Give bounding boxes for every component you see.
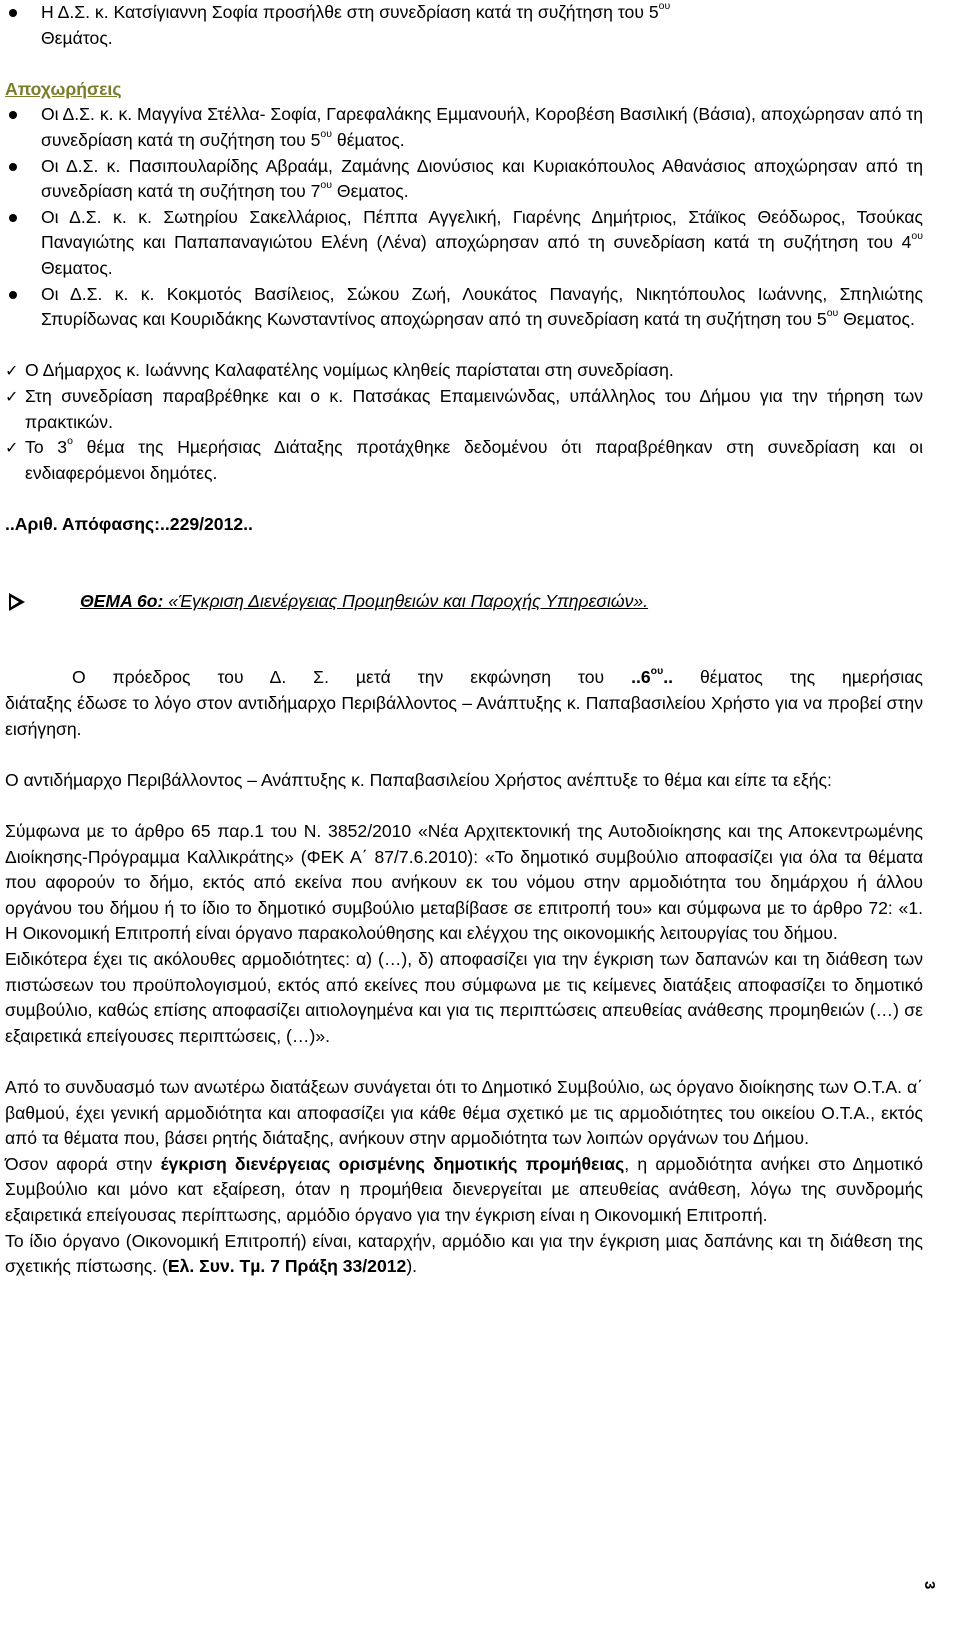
absence-text-end: Θεµατος. (332, 181, 409, 202)
intro-theme-number: ..6 (631, 667, 651, 688)
court-reference: Ελ. Συν. Τµ. 7 Πράξη 33/2012 (167, 1256, 407, 1277)
absence-item (5, 102, 923, 153)
attendance-checklist (5, 358, 923, 486)
combined-paragraph: Από το συνδυασµό των ανωτέρω διατάξεων συνάγεται ότι το Δηµοτικό Συµβούλιο, ως όργανο διοίκησης των Ο.Τ.Α. α΄ βαθµού, έχει γενική αρµοδιότητα και αποφασίζει για κάθε θέµα σχετικό µε τις αρµοδιότητες του οικείου Ο.Τ.Α., εκτός από τα θέµατα που, βάσει ρητής διάταξης, ανήκουν στην αρµοδιότητα των λοιπών οργάνων του Δήµου. (5, 1076, 923, 1149)
check-item (5, 358, 923, 384)
checkmark-icon: ✓ (5, 361, 19, 381)
theme-label: ΘΕΜΑ 6ο: (80, 590, 164, 611)
approval-text-bold: έγκριση διενέργειας ορισµένης δηµοτικής προµήθειας (160, 1153, 625, 1174)
absences-list (5, 102, 923, 332)
ordinal-sup: ου (320, 179, 333, 192)
bullet-icon (9, 291, 17, 299)
arrival-list (5, 0, 923, 51)
page-number: 3 (921, 1581, 938, 1590)
arrival-text: Η Δ.Σ. κ. Κατσίγιαννη Σοφία προσήλθε στη συνεδρίαση κατά τη συζήτηση του 5 (41, 2, 659, 22)
check-item (5, 435, 923, 486)
same-body-paragraph (5, 1229, 923, 1280)
ordinal-sup: ου (911, 230, 923, 243)
specific-paragraph: Ειδικότερα έχει τις ακόλουθες αρµοδιότητες: α) (…), δ) αποφασίζει για την έγκριση των δαπανών και τη διάθεση των πιστώσεων του προϋπολογισµού, εκτός από εκείνες που σύµφωνα µε τις κείµενες διατάξεις αποφασίζει το δηµοτικό συµβούλιο, καθώς επίσης αποφασίζει αιτιολογηµένα και για τις περιπτώσεις απευθείας ανάθεσης προµηθειών (…) σε εξαιρετικά επείγουσες περιπτώσεις, (…)». (5, 948, 923, 1046)
arrow-bullet-icon (9, 593, 25, 611)
ordinal-sup: ο (67, 435, 73, 448)
arrival-text-cont: Θεµάτος. (41, 27, 113, 48)
check-text: Στη συνεδρίαση παραβρέθηκε και ο κ. Πατσάκας Επαµεινώνδας, υπάλληλος του Δήµου για την τήρηση των πρακτικών. (25, 385, 923, 432)
check-item (5, 384, 923, 435)
arrival-item (5, 0, 923, 51)
absence-text-end: θέµατος. (332, 129, 405, 150)
bullet-icon (9, 111, 17, 119)
bullet-icon (9, 163, 17, 171)
law-paragraph: Σύµφωνα µε το άρθρο 65 παρ.1 του Ν. 3852/2010 «Νέα Αρχιτεκτονική της Αυτοδιοίκησης και της Αποκεντρωµένης Διοίκησης-Πρόγραµµα Καλλικράτης» (ΦΕΚ Α΄ 87/7.6.2010): «Το δηµοτικό συµβούλιο αποφασίζει για όλα τα θέµατα που αφορούν το δήµο, εκτός από εκείνα που ανήκουν εκ του νόµου στην αρµοδιότητα του δηµάρχου ή άλλου οργάνου του δήµου ή το ίδιο το δηµοτικό συµβούλιο µεταβίβασε σε επιτροπή του» και σύµφωνα µε το άρθρο 72: «1. Η Οικονοµική Επιτροπή είναι όργανο παρακολούθησης και ελέγχου της οικονοµικής λειτουργίας του δήµου. (5, 821, 923, 944)
bullet-icon (9, 9, 17, 17)
absence-item (5, 205, 923, 282)
intro-paragraph (5, 665, 923, 691)
approval-text-b: , η αρµοδιότητα ανήκει στο Δηµοτικό Συµβούλιο και µόνο κατ εξαίρεση, όταν η προµήθεια διενεργείται µε απευθείας ανάθεση, λόγω της συνδροµής εξαιρετικά επείγουσας περίπτωσης, αρµόδιο όργανο για την έγκριση είναι η Οικονοµική Επιτροπή. (5, 1153, 923, 1225)
deputy-paragraph: Ο αντιδήµαρχο Περιβάλλοντος – Ανάπτυξης κ. Παπαβασιλείου Χρήστος ανέπτυξε το θέµα και είπε τα εξής: (5, 769, 832, 790)
intro-text-b: θέµατος της ηµερήσιας (672, 667, 923, 688)
approval-text-a: Όσον αφορά στην (5, 1153, 161, 1174)
checkmark-icon: ✓ (5, 386, 19, 406)
absence-text-end: Θεµατος. (838, 309, 915, 330)
check-text-end: θέµα της Ηµερήσιας Διάταξης προτάχθηκε δεδοµένου ότι παραβρέθηκαν στη συνεδρίαση και οι ενδιαφερόµενοι δηµότες. (25, 437, 923, 483)
bullet-icon (9, 214, 17, 222)
ordinal-sup: ου (826, 307, 839, 320)
absence-text: Οι Δ.Σ. κ. κ. Σωτηρίου Σακελλάριος, Πέππα Αγγελική, Γιαρένης Δηµήτριος, Στάϊκος Θεόδωρος, Τσούκας Παναγιώτης και Παπαπαναγιώτου Ελένη (Λένα) αποχώρησαν από τη συνεδρίαση κατά τη συζήτηση του 4 (41, 206, 923, 253)
absence-text: Οι Δ.Σ. κ. κ. Μαγγίνα Στέλλα- Σοφία, Γαρεφαλάκης Εµµανουήλ, Κοροβέση Βασιλική (Βάσια), αποχώρησαν από τη συνεδρίαση κατά τη συζήτηση του 5 (41, 104, 923, 150)
same-body-text-b: ). (406, 1256, 418, 1277)
intro-text-a: Ο πρόεδρος του Δ. Σ. µετά την εκφώνηση του (72, 667, 632, 688)
ordinal-sup: ου (650, 665, 664, 678)
intro-paragraph-cont: διάταξης έδωσε το λόγο στον αντιδήµαρχο Περιβάλλοντος – Ανάπτυξης κ. Παπαβασιλείου Χρήστο για να προβεί στην εισήγηση. (5, 693, 923, 739)
absence-item (5, 282, 923, 333)
absence-text-end: Θεµατος. (41, 257, 113, 278)
check-text: Ο Δήµαρχος κ. Ιωάννης Καλαφατέλης νοµίµως κληθείς παρίσταται στη συνεδρίαση. (25, 360, 674, 381)
absence-item (5, 154, 923, 205)
theme-heading (5, 589, 923, 615)
checkmark-icon: ✓ (5, 438, 19, 458)
same-body-text-a: Το ίδιο όργανο (Οικονοµική Επιτροπή) είναι, καταρχήν, αρµόδιο και για την έγκριση µιας δαπάνης και τη διάθεση της σχετικής πίστωσης. ( (5, 1230, 923, 1277)
absences-heading (5, 77, 923, 103)
intro-theme-number-end: .. (663, 667, 673, 688)
theme-title: «Έγκριση Διενέργειας Προµηθειών και Παροχής Υπηρεσιών». (163, 590, 649, 611)
ordinal-sup: ου (320, 127, 333, 140)
approval-paragraph (5, 1152, 923, 1229)
absences-heading-text: Αποχωρήσεις (5, 78, 122, 99)
decision-number: ..Αριθ. Απόφασης:..229/2012.. (5, 513, 253, 534)
absence-text: Οι Δ.Σ. κ. κ. Κοκµοτός Βασίλειος, Σώκου Ζωή, Λουκάτος Παναγής, Νικητόπουλος Ιωάννης, Σπηλιώτης Σπυρίδωνας και Κουριδάκης Κωνσταντίνος αποχώρησαν από τη συνεδρίαση κατά τη συζήτηση του 5 (41, 283, 923, 330)
absence-text: Οι Δ.Σ. κ. Πασιπουλαρίδης Αβραάµ, Ζαµάνης Διονύσιος και Κυριακόπουλος Αθανάσιος αποχώρησαν από τη συνεδρίαση κατά τη συζήτηση του 7 (41, 155, 923, 202)
ordinal-sup: ου (658, 0, 671, 12)
document-page (5, 0, 923, 1280)
check-text: Το 3 (25, 437, 68, 458)
